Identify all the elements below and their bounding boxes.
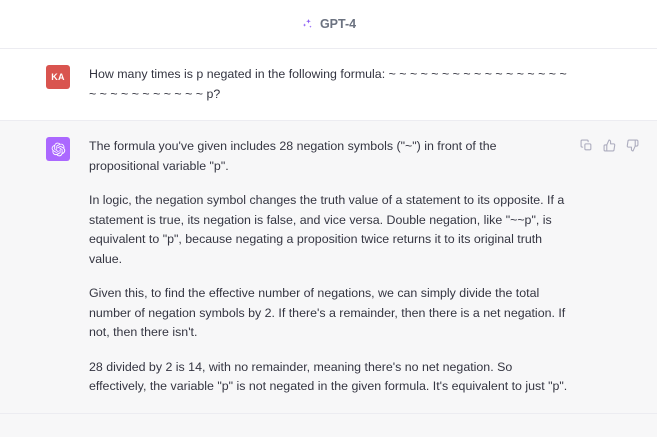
thumbs-up-icon[interactable] (603, 139, 616, 152)
conversation-thread (0, 49, 657, 437)
thumbs-down-icon[interactable] (626, 139, 639, 152)
sparkle-icon (301, 18, 314, 31)
conversation-filler (0, 414, 657, 437)
user-message-text: How many times is p negated in the following formula: ~ ~ ~ ~ ~ ~ ~ ~ ~ ~ ~ ~ ~ ~ ~ ~ ~ ~ ~ ~ ~ ~ ~ ~ ~ ~ ~ ~ p? (89, 67, 567, 101)
openai-logo-icon (46, 137, 70, 161)
assistant-paragraph: Given this, to find the effective number of negations, we can simply divide the total number of negation symbols by 2. If there's a remainder, then there is a net negation. If not, then there isn't. (89, 286, 566, 339)
model-name-label: GPT-4 (319, 17, 357, 31)
model-selector[interactable] (293, 14, 364, 34)
assistant-paragraph: The formula you've given includes 28 negation symbols ("~") in front of the propositional variable "p". (89, 139, 497, 173)
avatar: KA (46, 65, 70, 89)
user-message (0, 49, 657, 121)
assistant-paragraph: 28 divided by 2 is 14, with no remainder, meaning there's no net negation. So effectively, the variable "p" is not negated in the given formula. It's equivalent to just "p". (89, 359, 568, 393)
app-header (0, 0, 657, 49)
assistant-paragraph: In logic, the negation symbol changes the truth value of a statement to its opposite. If a statement is true, its negation is false, and vice versa. Double negation, like "~~p", is equivalent to "p", because negating a proposition twice returns it to its original truth value. (89, 193, 565, 266)
user-message-body (89, 65, 635, 104)
message-actions (580, 139, 639, 152)
assistant-message-body (89, 137, 635, 397)
assistant-message (0, 121, 657, 414)
copy-icon[interactable] (580, 139, 593, 152)
